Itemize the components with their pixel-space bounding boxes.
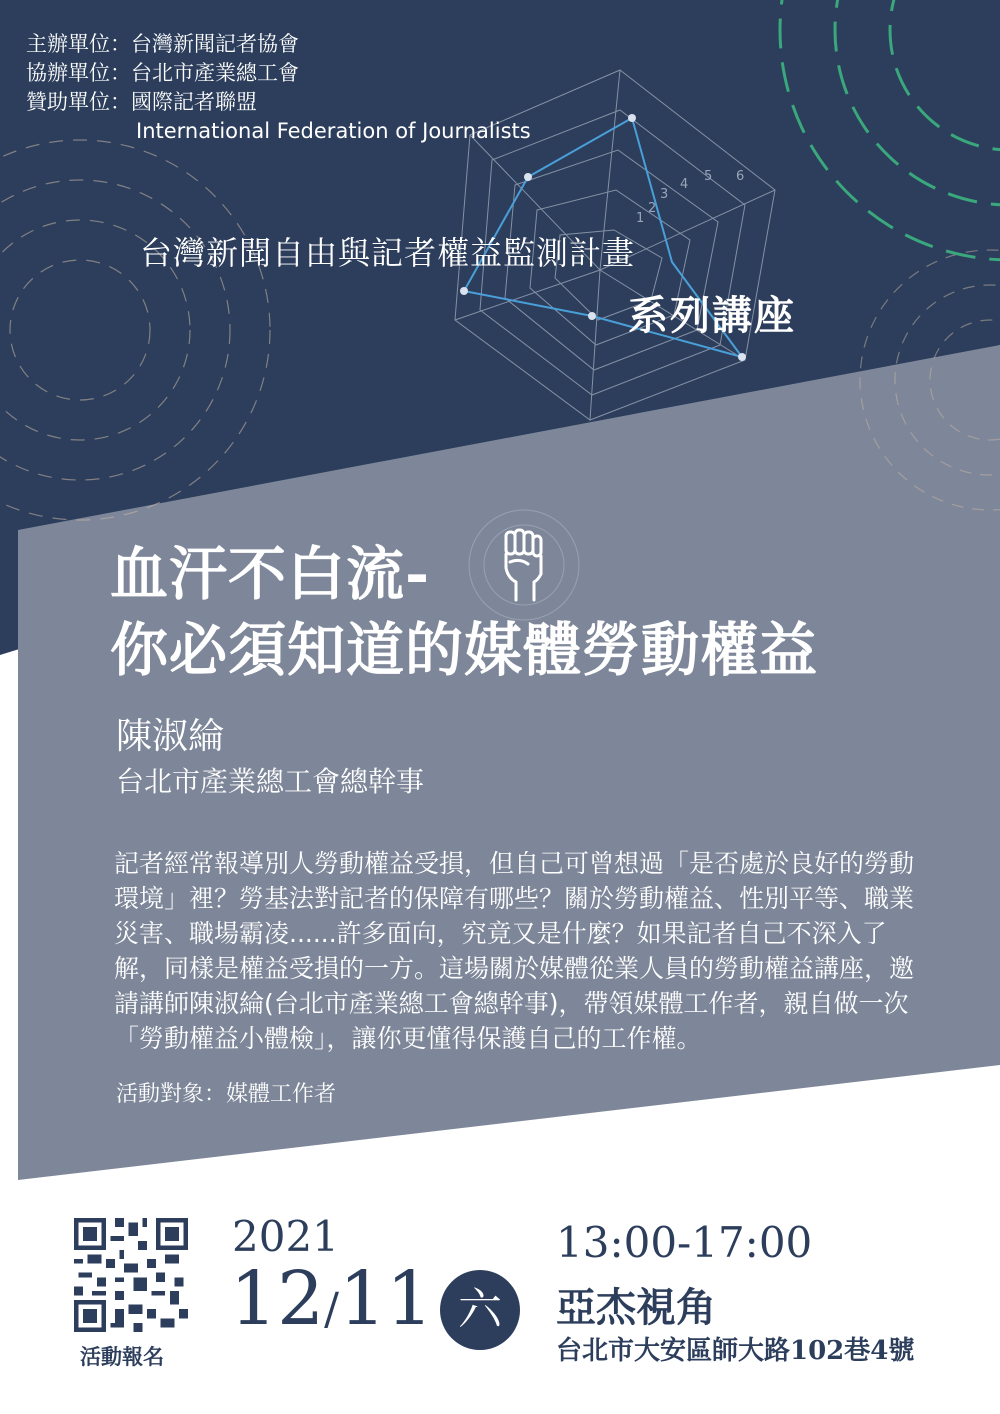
radar-tick-2: 2 bbox=[648, 201, 657, 216]
registration-label: 活動報名 bbox=[80, 1345, 164, 1369]
lecture-title-line1: 血汗不白流- bbox=[110, 540, 431, 608]
event-year: 2021 bbox=[232, 1212, 339, 1261]
radar-tick-3: 3 bbox=[660, 187, 669, 202]
sponsor-english: International Federation of Journalists bbox=[136, 119, 531, 143]
raised-fist-icon bbox=[476, 518, 572, 614]
event-venue: 亞杰視角 bbox=[556, 1285, 716, 1331]
co-organizer: 協辦單位：台北市產業總工會 bbox=[26, 61, 299, 85]
event-address: 台北市大安區師大路102巷4號 bbox=[556, 1336, 915, 1366]
target-audience: 活動對象：媒體工作者 bbox=[116, 1082, 337, 1107]
radar-tick-4: 4 bbox=[680, 177, 689, 192]
series-subtitle: 系列講座 bbox=[628, 293, 796, 339]
event-time: 13:00-17:00 bbox=[556, 1218, 813, 1267]
lecture-title-line2: 你必須知道的媒體勞動權益 bbox=[110, 616, 819, 684]
radar-tick-1: 1 bbox=[636, 211, 645, 226]
series-title: 台灣新聞自由與記者權益監測計畫 bbox=[140, 234, 636, 272]
host-organizer: 主辦單位：台灣新聞記者協會 bbox=[26, 32, 299, 56]
speaker-name: 陳淑綸 bbox=[116, 716, 225, 757]
qr-code-icon[interactable] bbox=[74, 1218, 188, 1332]
weekday-badge: 六 bbox=[440, 1270, 520, 1350]
date-slash: / bbox=[324, 1284, 339, 1335]
speaker-title: 台北市產業總工會總幹事 bbox=[116, 765, 425, 798]
event-date bbox=[230, 1256, 433, 1342]
lecture-title bbox=[110, 536, 818, 688]
organizers bbox=[26, 30, 531, 146]
radar-tick-5: 5 bbox=[704, 169, 713, 184]
lecture-description: 記者經常報導別人勞動權益受損，但自己可曾想過「是否處於良好的勞動環境」裡？勞基法對記者的保障有哪些？關於勞動權益、性別平等、職業災害、職場霸凌......許多面向，究竟又是什麼？如果記者自己不深入了解，同樣是權益受損的一方。這場關於媒體從業人員的勞動權益講座，邀請講師陳淑綸(台北市產業總工會總幹事)，帶領媒體工作者，親自做一次「勞動權益小體檢」，讓你更懂得保護自己的工作權。 bbox=[114, 849, 915, 1053]
event-day: 11 bbox=[339, 1256, 434, 1342]
radar-tick-6: 6 bbox=[736, 169, 745, 184]
sponsor: 贊助單位：國際記者聯盟 bbox=[26, 90, 257, 114]
event-month: 12 bbox=[230, 1256, 325, 1342]
